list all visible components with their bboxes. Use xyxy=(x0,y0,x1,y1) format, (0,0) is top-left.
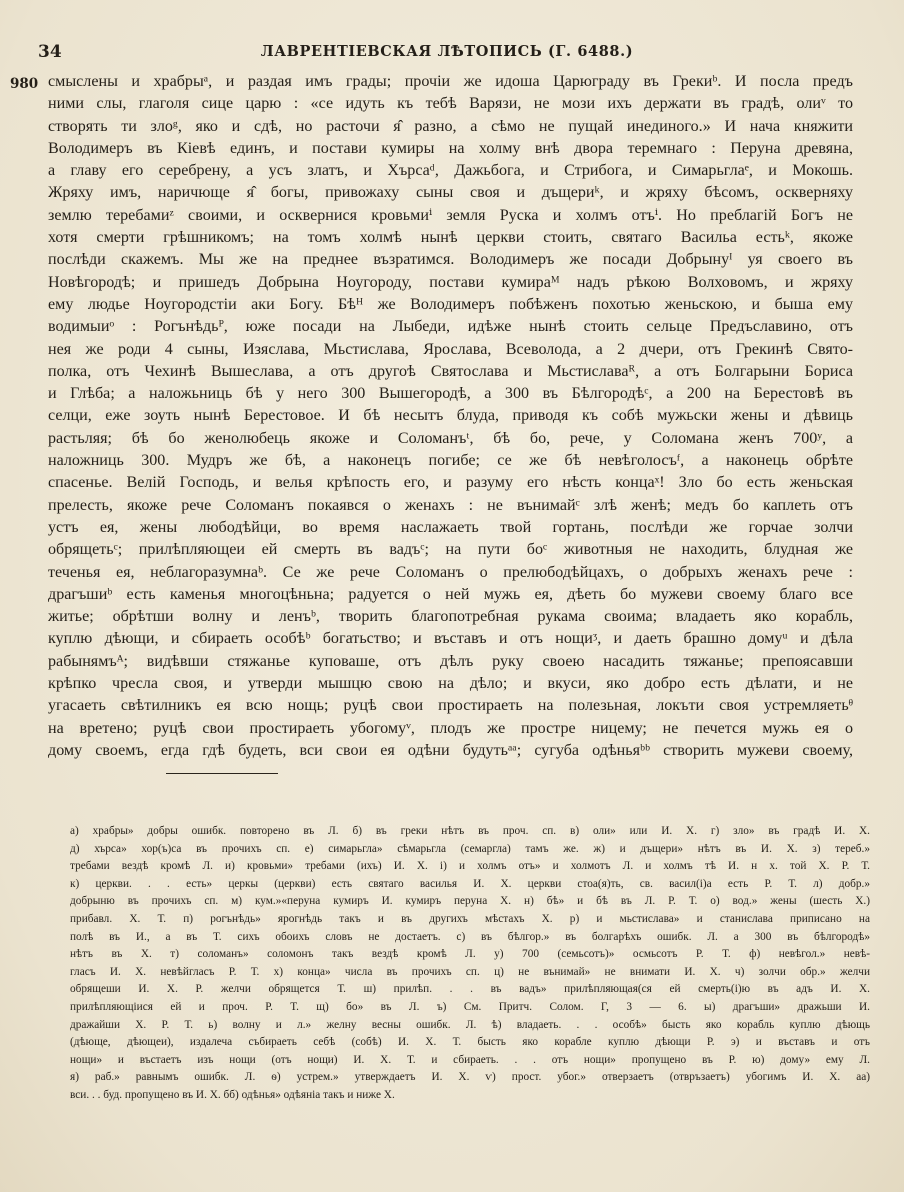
footnote-line: гласъ И. Х. невѣйгласъ Р. Т. х) конца» числа въ прочихъ сп. ц) не вънимай» не внимати И. Х. ч) золчи обр.» желчи xyxy=(70,965,870,978)
text-line: крѣпко чресла своя, и утверди мышцю свою на дѣло; и вкуси, яко добро есть дѣлати, и не xyxy=(48,675,853,693)
text-line: ему людье Ноугородстіи аки Богу. Бѣᴴ же Володимеръ побѣженъ похотью женьскою, и быша ему xyxy=(48,295,853,313)
footnote-line: к) церкви. . . есть» церкы (церкви) есть святаго василья И. Х. церкви стоа(я)ть, св. васил(і)а есть Р. Т. л) добр.» xyxy=(70,877,870,890)
text-line: Жряху имъ, наричюще я̂ богы, привожаху сыны своя и дъщериᵏ, и жряху бѣсомъ, оскверняху xyxy=(48,184,853,202)
footnote-line: полѣ въ И., а въ Т. сихъ обоихъ словъ не достаетъ. с) въ бѣлгор.» въ болгарѣхъ ошибк. Л. а 300 въ бѣлгородѣ» xyxy=(70,930,870,943)
text-line: житье; обрѣтши волну и ленъᵇ, творить благопотребная рукама своима; владаеть яко корабль, xyxy=(48,608,853,626)
footnote-line: дражайши Х. Р. Т. ь) волну и л.» желну весны ошибк. Л. ѣ) владаеть. . . особѣ» бысть яко корабль куплю дѣющь xyxy=(70,1018,870,1031)
text-line: Володимеръ въ Кіевѣ единъ, и постави кумиры на холму внѣ двора теремнаго : Перуна древяна, xyxy=(48,139,853,157)
footnote-line: д) хърса» хор(ъ)са въ прочихъ сп. е) симарьгла» сѣмарьгла (семаргла) тамъ же. ж) и дъщери» нѣтъ въ И. Х. з) тереб.» xyxy=(70,842,870,855)
text-line: драгъшиᵇ есть каменья многоцѣньна; радуется о ней мужь ея, дѣеть бо мужеви своему благо все xyxy=(48,585,853,603)
footnote-line: добрыню въ прочихъ сп. м) кум.»«перуна кумиръ И. кумиръ перуна Х. н) бѣ» и бѣ въ Л. Р. Т. о) вод.» жены (шесть Х.) xyxy=(70,895,870,908)
footnote-line: прилѣпляющіися ей и проч. Р. Т. щ) бо» въ Л. ъ) См. Притч. Солом. Г, 3 — 6. ы) драгъши» дражьши И. xyxy=(70,1000,870,1013)
text-line: обрящетьᶜ; прилѣпляющеи ей смерть въ вадъᶜ; на пути боᶜ животныя не находить, блудная же xyxy=(48,541,853,559)
footnote-line: а) храбры» добры ошибк. повторено въ Л. б) въ греки нѣтъ въ проч. сп. в) оли» или И. Х. г) зло» въ градѣ И. Х. xyxy=(70,825,870,837)
text-line: Новѣгородѣ; и пришедъ Добрына Ноугороду, постави кумираᴹ надъ рѣкою Волховомъ, и жряху xyxy=(48,273,853,291)
text-line: полка, отъ Чехинѣ Вышеслава, а отъ другоѣ Святослава и Мьстиславаᴿ, а отъ Болгарыни Бориса xyxy=(48,362,853,380)
footnote-line: обрящеши И. Х. Р. желчи обрящется Т. ш) прилѣп. . . въ вадъ» прилѣпляющая(ся ей смерть(і)ю въ адъ И. Х. xyxy=(70,983,870,996)
text-line: дому своемъ, егда гдѣ будеть, вси свои ея одѣни будутьᵃᵃ; сугуба одѣньяᵇᵇ створить мужеви своему, xyxy=(48,741,853,759)
text-line: растьляя; бѣ бо женолюбець якоже и Соломанъᵗ, бѣ бо, рече, у Соломана женъ 700ʸ, а xyxy=(48,429,853,447)
text-line: рабынямъᴬ; видѣвши стяжанье куповаше, отъ дѣлъ руку своею насадить тяжанье; препоясавши xyxy=(48,652,853,670)
text-line: куплю дѣющи, и сбираеть особѣᵇ богатьство; и въставъ и отъ нощиᶾ, и даеть брашно домуᵘ и дѣла xyxy=(48,630,853,648)
margin-year: 980 xyxy=(10,76,39,92)
footnote-line: я) раб.» равнымъ ошибк. Л. ѳ) устрем.» утверждаетъ И. Х. ѵ) прост. убог.» отверзаетъ (отвръзаетъ) убогимъ И. Х. аа) xyxy=(70,1071,870,1084)
footnote-line: прибавл. Х. Т. п) рогънѣдь» ярогнѣдь такъ и въ другихъ мѣстахъ Х. р) и мьстислава» и станислава приписано на xyxy=(70,912,870,925)
text-line: устъ ея, жены любодѣйци, во время наслажаеть твой гортань, послѣди же горчае золчи xyxy=(48,518,853,536)
text-line: створять ти злоᵍ, яко и сдѣ, но расточи я̂ разно, а сѣмо не пущай инединого.» И нача княжити xyxy=(48,117,853,135)
page-number: 34 xyxy=(38,42,62,62)
text-line: землю теребамиᶻ своими, и осквернися кровьмиⁱ земля Руска и холмъ отъⁱ. Но преблагій Богъ не xyxy=(48,206,853,224)
text-line: наложниць 300. Мудръ же бѣ, а наконецъ погибе; се же бѣ невѣголосъᶠ, а наконець обрѣте xyxy=(48,452,853,470)
text-line: хотя смерти грѣшникомъ; на томъ холмѣ нынѣ церкви стоить, святаго Васильа естьᵏ, якоже xyxy=(48,229,853,247)
footnote-line: требами вездѣ кромѣ Л. и) кровьми» требами (ихъ) И. Х. і) и холмъ отъ» и холмотъ Л. и холмъ тѣ И. н х. той Х. Р. Т. xyxy=(70,860,870,873)
text-line: прелесть, якоже рече Соломанъ покаявся о женахъ : не вънимайᶜ злѣ женѣ; медъ бо каплеть отъ xyxy=(48,496,853,514)
text-line: а главу его серебрену, а усъ златъ, и Хърсаᵈ, Дажьбога, и Стрибога, и Симарьглаᵉ, и Мокошь. xyxy=(48,162,853,180)
footnote-line: (дѣюще, дѣющеи), издалеча събираеть себѣ (собѣ) И. Х. Т. бысть яко корабле куплю дѣющи Р. э) и въставъ и отъ xyxy=(70,1036,870,1049)
text-line: теченья ея, неблагоразумнаᵇ. Се же рече Соломанъ о прелюбодѣйцахъ, о добрыхъ женахъ рече : xyxy=(48,563,853,581)
footnote-separator xyxy=(166,773,278,774)
footnotes xyxy=(70,823,870,1105)
footnote-line: вси. . . буд. пропущено въ И. Х. бб) одѣнья» одѣяніа такъ и ниже Х. xyxy=(70,1088,395,1101)
main-text xyxy=(48,71,853,762)
page-header xyxy=(38,42,856,64)
text-line: селци, еже зоуть нынѣ Берестовое. И бѣ несытъ блуда, приводя къ собѣ мужьски жены и дѣвиць xyxy=(48,407,853,425)
text-line: смыслены и храбрыᵃ, и раздая имъ грады; прочіи же идоша Царюграду въ Грекиᵇ. И посла предъ xyxy=(48,73,853,90)
footnote-line: нощи» и въстаетъ изъ нощи (отъ нощи) И. Х. Т. и сбираеть. . . отъ нощи» пропущено въ Р. ю) дому» ему Л. xyxy=(70,1053,870,1066)
text-line: послѣди скажемъ. Мы же на преднее възратимся. Володимеръ же посади Добрынуᴵ уя своего въ xyxy=(48,251,853,269)
text-line: водимыиᵒ : Рогънѣдьᴾ, юже посади на Лыбеди, идѣже нынѣ стоить сельце Предъславино, отъ xyxy=(48,318,853,336)
text-line: нея же роди 4 сыны, Изяслава, Мьстислава, Ярослава, Всеволода, а 2 дчери, отъ Грекинѣ Свято- xyxy=(48,340,853,358)
footnote-line: нѣтъ въ Х. т) соломанъ» соломонъ такъ вездѣ кромѣ Л. у) 700 (семьсотъ)» осмьсотъ Р. Т. ф) невѣгол.» невѣ- xyxy=(70,948,870,961)
text-line: спасенье. Велій Господь, и велья крѣпость его, и разуму его нѣсть концаˣ! Зло бо есть женьская xyxy=(48,474,853,492)
text-line: угасаеть свѣтилникъ ея всю нощь; руцѣ свои простираеть на полезьная, локъти своя устремляетьᶿ xyxy=(48,697,853,715)
running-title: ЛАВРЕНТІЕВСКАЯ ЛѢТОПИСЬ (Г. 6488.) xyxy=(260,43,634,60)
text-line: и Глѣба; а наложьниць бѣ у него 300 Вышегородѣ, а 300 въ Бѣлгородѣᶜ, а 200 на Берестовѣ въ xyxy=(48,385,853,403)
text-line: на вретено; руцѣ свои простираеть убогомуᵛ, плодъ же простре ницему; не печется мужь ея о xyxy=(48,719,853,737)
text-line: ними слы, глаголя сице царю : «се идуть къ тебѣ Варязи, не мози ихъ держати въ градѣ, олиᵛ то xyxy=(48,95,853,113)
